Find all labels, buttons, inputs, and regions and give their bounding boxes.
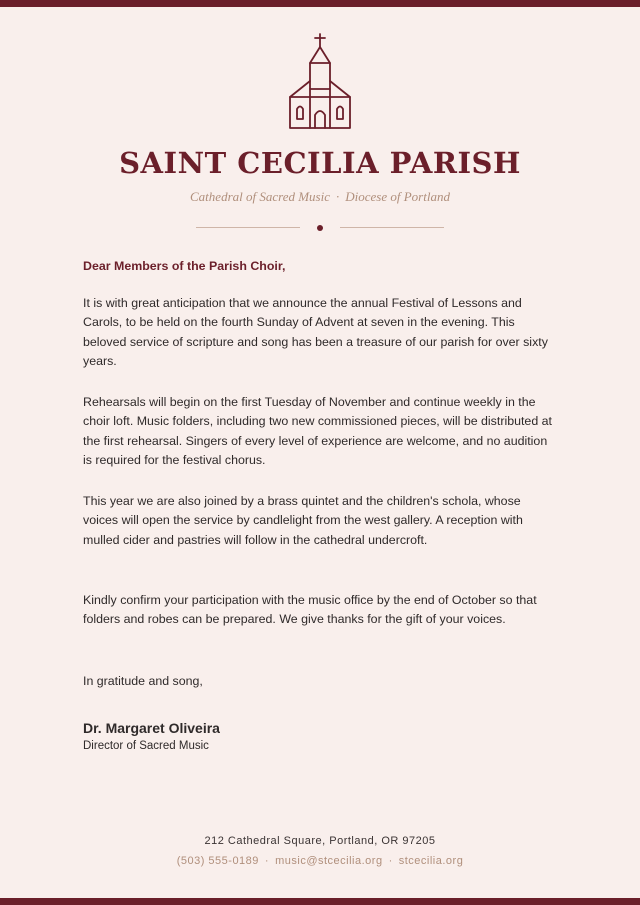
top-border-bar xyxy=(0,0,640,7)
bottom-border-bar xyxy=(0,898,640,905)
parish-subtitle xyxy=(0,188,640,206)
parish-title: SAINT CECILIA PARISH xyxy=(119,146,521,180)
divider-dot xyxy=(317,225,323,231)
subtitle-cathedral: Cathedral of Sacred Music xyxy=(190,189,330,204)
footer-separator: · xyxy=(264,855,270,867)
footer-phone: (503) 555-0189 xyxy=(176,855,259,867)
letter-paragraph: Rehearsals will begin on the first Tuesday of November and continue weekly in the choir loft. Music folders, including two new commissioned pieces, will be distributed at the first rehearsal. Singers of every level of experience are welcome, and no audition is required for the festival chorus. xyxy=(83,395,552,468)
letter-paragraph: It is with great anticipation that we announce the annual Festival of Lessons and Carols, to be held on the fourth Sunday of Advent at seven in the evening. This beloved service of scripture and song has been a treasure of our parish for over sixty years. xyxy=(83,296,548,369)
footer-website: stcecilia.org xyxy=(398,855,464,867)
church-icon xyxy=(288,33,352,129)
footer-email: music@stcecilia.org xyxy=(275,855,383,867)
footer-separator: · xyxy=(388,855,393,867)
footer-contact xyxy=(0,853,640,869)
letter-paragraph: Kindly confirm your participation with the music office by the end of October so that folders and robes can be prepared. We give thanks for the gift of your voices. xyxy=(83,593,537,627)
signature-title: Director of Sacred Music xyxy=(83,740,209,752)
ornamental-divider xyxy=(196,223,444,233)
letter-paragraph: This year we are also joined by a brass quintet and the children's schola, whose voices will open the service by candlelight from the west gallery. A reception with mulled cider and pastries will follow in the cathedral undercroft. xyxy=(83,494,523,547)
divider-line-left xyxy=(196,227,300,228)
subtitle-separator: · xyxy=(336,189,340,204)
subtitle-diocese: Diocese of Portland xyxy=(345,189,450,204)
signature-name: Dr. Margaret Oliveira xyxy=(83,720,220,736)
salutation: Dear Members of the Parish Choir, xyxy=(83,259,286,273)
divider-line-right xyxy=(340,227,444,228)
footer-address: 212 Cathedral Square, Portland, OR 97205 xyxy=(204,835,436,847)
closing-line: In gratitude and song, xyxy=(83,674,203,688)
